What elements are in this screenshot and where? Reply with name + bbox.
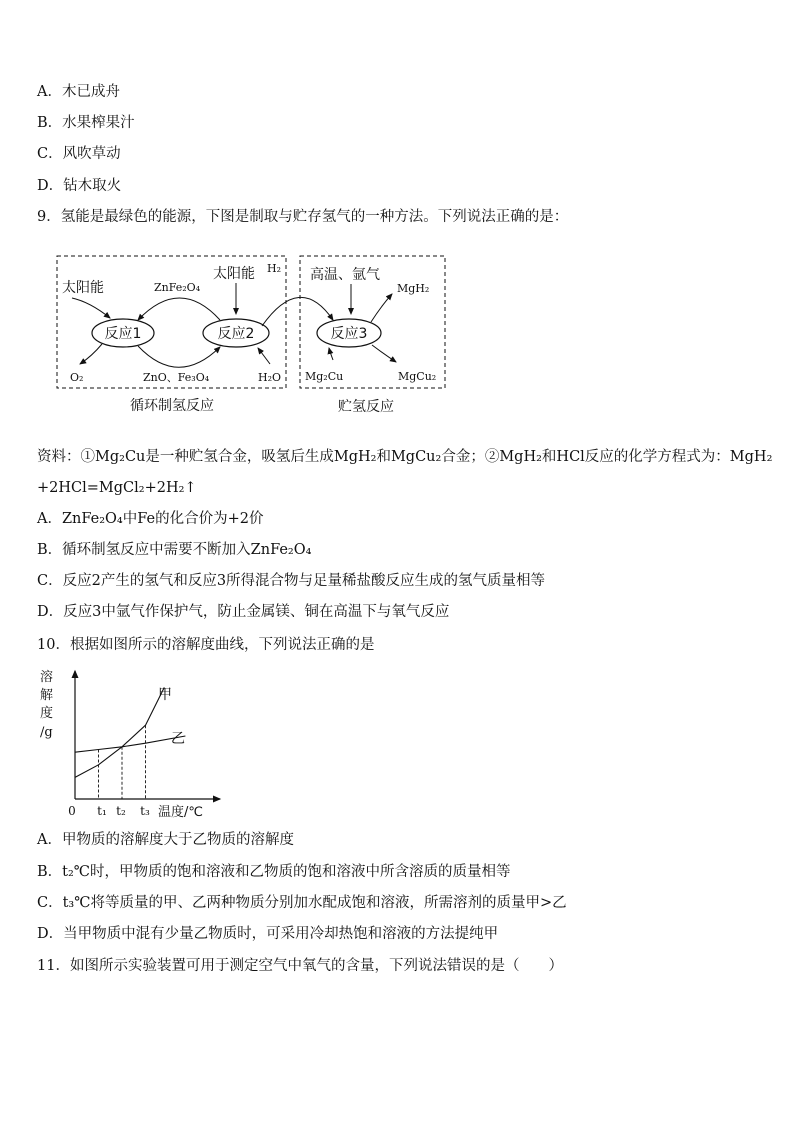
x-axis-label: 温度/℃ [158,805,203,820]
solar2-label: 太阳能 [213,266,255,282]
series-curve-yi [75,736,185,752]
ylabel-char-2: 解 [40,688,54,703]
solar1-label: 太阳能 [62,280,104,296]
mgh2-label: MgH₂ [397,282,430,295]
q8-option-a: A．木已成舟 [37,84,120,100]
ylabel-char-3: 度 [40,706,54,721]
q8-option-d: D．钻木取火 [37,178,122,194]
q9-material-line2: +2HCl=MgCl₂+2H₂↑ [37,480,197,496]
ylabel-char-4: /g [40,725,53,740]
q11-stem: 11．如图所示实验装置可用于测定空气中氧气的含量，下列说法错误的是（ ） [37,958,563,974]
series-curve-jia [75,687,164,777]
h2-label: H₂ [267,262,282,275]
q9-material-line1: 资料：①Mg₂Cu是一种贮氢合金，吸氢后生成MgH₂和MgCu₂合金；②MgH₂和HCl反应的化学方程式为：MgH₂ [37,449,773,465]
q9-option-a: A．ZnFe₂O₄中Fe的化合价为+2价 [37,511,264,527]
q10-option-b: B．t₂℃时，甲物质的饱和溶液和乙物质的饱和溶液中所含溶质的质量相等 [37,864,511,880]
reaction1-label: 反应1 [104,326,142,342]
mg2cu-label: Mg₂Cu [305,370,344,383]
zinc-ferrite-top: ZnFe₂O₄ [154,281,201,294]
zno-fe3o4-label: ZnO、Fe₃O₄ [143,371,210,384]
q9-option-b: B．循环制氢反应中需要不断加入ZnFe₂O₄ [37,542,312,558]
reaction3-label: 反应3 [330,326,368,342]
q9-option-d: D．反应3中氩气作保护气，防止金属镁、铜在高温下与氧气反应 [37,604,450,620]
storage-label: 贮氢反应 [338,399,394,415]
origin-label: 0 [68,804,76,818]
o2-label: O₂ [70,371,84,384]
q10-option-d: D．当甲物质中混有少量乙物质时，可采用冷却热饱和溶液的方法提纯甲 [37,926,499,942]
q10-stem: 10．根据如图所示的溶解度曲线，下列说法正确的是 [37,637,375,653]
q9-option-c: C．反应2产生的氢气和反应3所得混合物与足量稀盐酸反应生成的氢气质量相等 [37,573,546,589]
q9-hydrogen-diagram [50,250,460,420]
tick-t1: t₁ [97,804,107,818]
cycle-label: 循环制氢反应 [130,398,214,414]
ylabel-char-1: 溶 [40,670,54,685]
cond3-label: 高温、氩气 [310,267,380,283]
q8-option-c: C．风吹草动 [37,146,121,162]
tick-t3: t₃ [140,804,150,818]
series-label-jia: 甲 [158,687,172,703]
mgcu2-label: MgCu₂ [398,370,437,383]
q10-option-c: C．t₃℃将等质量的甲、乙两种物质分别加水配成饱和溶液，所需溶剂的质量甲>乙 [37,895,567,911]
series-label-yi: 乙 [171,731,185,747]
q9-stem: 9．氢能是最绿色的能源，下图是制取与贮存氢气的一种方法。下列说法正确的是： [37,209,569,225]
reaction2-label: 反应2 [217,326,255,342]
q10-option-a: A．甲物质的溶解度大于乙物质的溶解度 [37,832,294,848]
q8-option-b: B．水果榨果汁 [37,115,135,131]
h2o-label: H₂O [258,371,282,384]
tick-t2: t₂ [116,804,126,818]
q10-solubility-chart [36,665,236,825]
